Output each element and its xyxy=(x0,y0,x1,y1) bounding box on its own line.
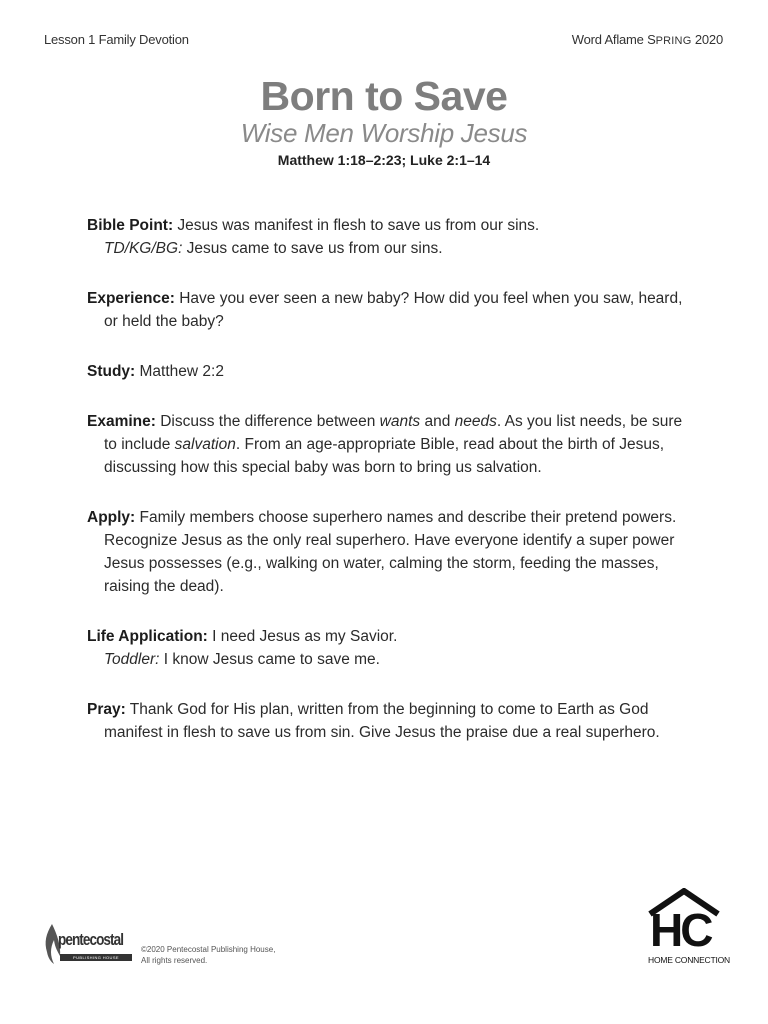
bible-point-sub-text: Jesus came to save us from our sins. xyxy=(182,240,443,257)
header-lesson-label: Lesson 1 Family Devotion xyxy=(44,32,189,47)
logo-wordmark: pentecostal xyxy=(58,930,124,949)
examine-text-3: . As you list needs, be sure to include xyxy=(104,413,683,453)
section-examine xyxy=(87,410,687,479)
page-title: Born to Save xyxy=(260,73,508,119)
bible-point-sub-label: TD/KG/BG: xyxy=(104,240,183,257)
bible-point-text: Jesus was manifest in flesh to save us from our sins. xyxy=(173,217,540,234)
examine-text-4: . From an age-appropriate Bible, read about the birth of Jesus, discussing how this special baby was born to bring us salvation. xyxy=(104,436,665,476)
life-application-text: I need Jesus as my Savior. xyxy=(207,628,398,645)
pray-label: Pray: xyxy=(87,701,126,718)
page-subtitle: Wise Men Worship Jesus xyxy=(240,118,528,148)
scripture-references: Matthew 1:18–2:23; Luke 2:1–14 xyxy=(277,152,491,168)
life-application-sub-text: I know Jesus came to save me. xyxy=(159,651,380,668)
examine-label: Examine: xyxy=(87,413,156,430)
header-publication-name: Word Aflame xyxy=(571,32,648,47)
hc-letters: HC xyxy=(650,904,711,956)
home-connection-logo xyxy=(646,888,731,968)
logo-subbar: PUBLISHING HOUSE xyxy=(60,954,132,961)
apply-text: Family members choose superhero names and describe their pretend powers. Recognize Jesus as the only real superhero. Have everyone identify a super power Jesus possesses (e.g., walking on water, calming the storm, feeding the masses, raising the dead). xyxy=(104,509,677,595)
section-life-application xyxy=(87,625,687,671)
life-application-label: Life Application: xyxy=(87,628,208,645)
examine-emphasis-wants: wants xyxy=(379,413,421,430)
apply-label: Apply: xyxy=(87,509,136,526)
section-study xyxy=(87,360,687,383)
bible-point-label: Bible Point: xyxy=(87,217,174,234)
copyright-notice xyxy=(141,944,275,966)
copyright-line-1: ©2020 Pentecostal Publishing House, xyxy=(141,945,276,954)
header-year: 2020 xyxy=(691,32,723,47)
examine-emphasis-salvation: salvation xyxy=(174,436,236,453)
title-block xyxy=(0,72,768,168)
examine-text-2: and xyxy=(420,413,455,430)
section-pray xyxy=(87,698,687,744)
section-bible-point xyxy=(87,214,687,260)
examine-emphasis-needs: needs xyxy=(454,413,497,430)
experience-text: Have you ever seen a new baby? How did you feel when you saw, heard, or held the baby? xyxy=(104,290,683,330)
header-publication-label xyxy=(572,32,723,47)
header-season-initial: S xyxy=(647,32,656,47)
header-season-rest: PRING xyxy=(655,35,692,47)
section-experience xyxy=(87,287,687,333)
copyright-line-2: All rights reserved. xyxy=(141,956,208,965)
publisher-logo xyxy=(42,922,134,966)
devotion-content xyxy=(87,214,687,771)
life-application-sub-label: Toddler: xyxy=(104,651,160,668)
pray-text: Thank God for His plan, written from the beginning to come to Earth as God manifest in flesh to save us from sin. Give Jesus the praise due a real superhero. xyxy=(104,701,660,741)
section-apply xyxy=(87,506,687,598)
study-text: Matthew 2:2 xyxy=(135,363,224,380)
hc-label: HOME CONNECTION xyxy=(648,955,731,965)
examine-text-1: Discuss the difference between xyxy=(155,413,380,430)
experience-label: Experience: xyxy=(87,290,175,307)
study-label: Study: xyxy=(87,363,136,380)
